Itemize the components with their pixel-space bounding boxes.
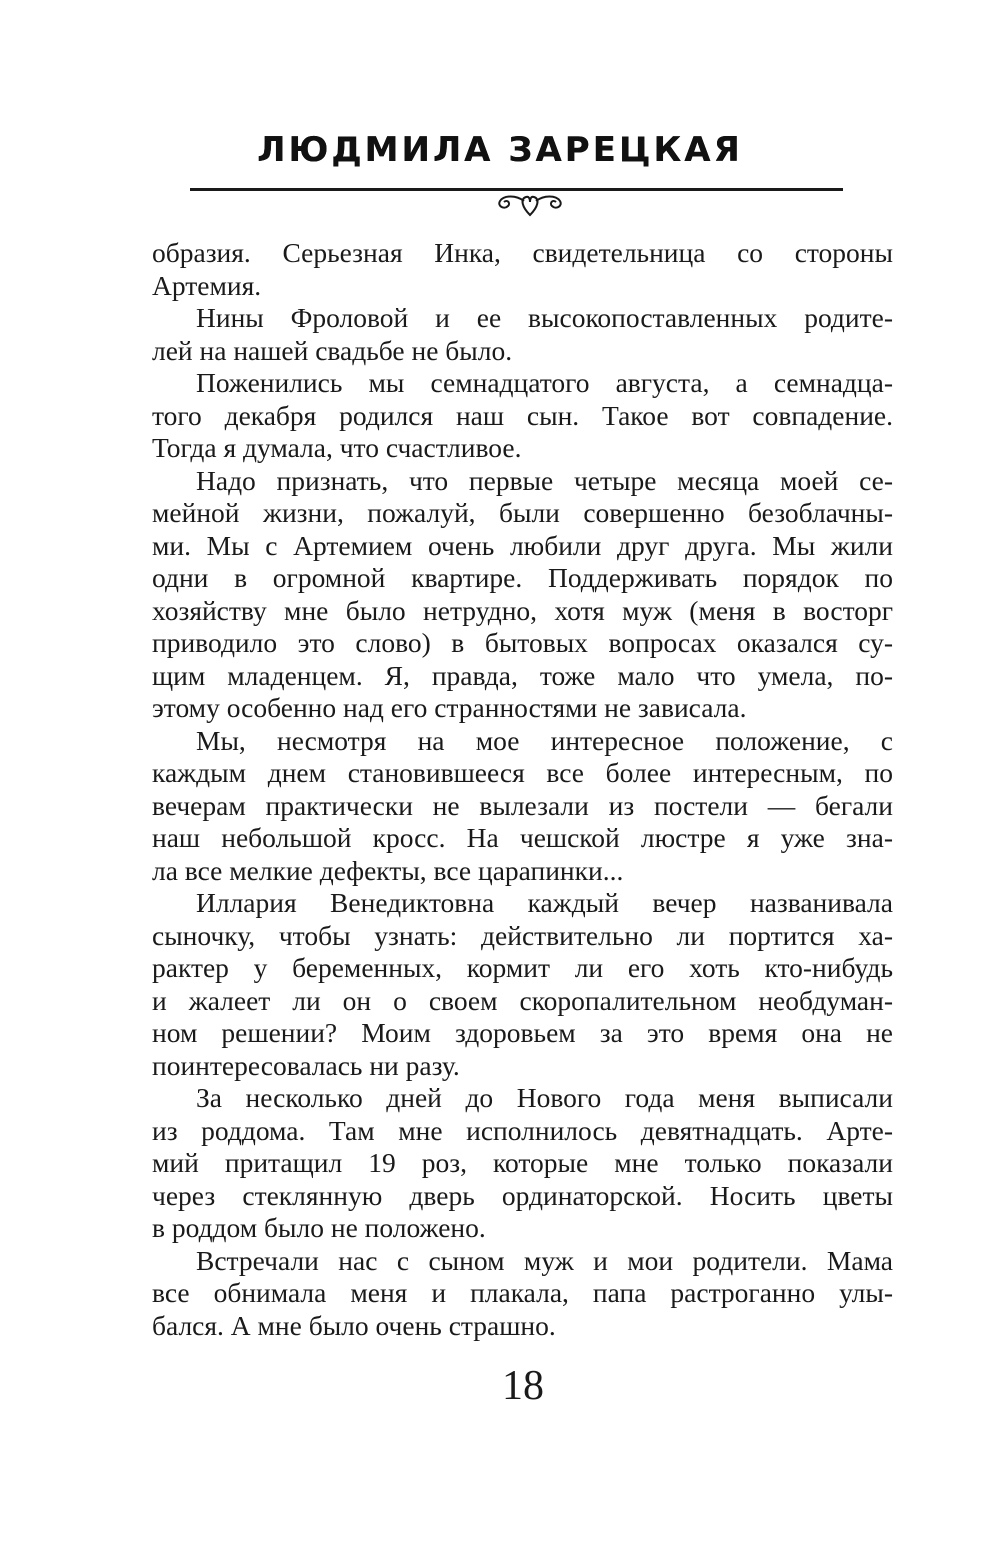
text-line: из роддома. Там мне исполнилось девятнадцать. Арте- — [152, 1114, 893, 1146]
text-line: Надо признать, что первые четыре месяца моей се- — [196, 464, 893, 496]
text-line: лей на нашей свадьбе не было. — [152, 334, 513, 366]
text-line: щим младенцем. Я, правда, тоже мало что умела, по- — [152, 659, 893, 691]
text-line: все обнимала меня и плакала, папа растроганно улы- — [152, 1277, 893, 1308]
text-line: Встречали нас с сыном муж и мои родители. Мама — [196, 1244, 893, 1276]
text-line: мий притащил 19 роз, которые мне только показали — [152, 1147, 893, 1178]
text-line: образия. Серьезная Инка, свидетельница со стороны — [152, 237, 893, 268]
text-line: Иллария Венедиктовна каждый вечер названивала — [196, 887, 893, 918]
flourish-ornament-icon — [492, 193, 568, 219]
text-line: мейной жизни, пожалуй, были совершенно безоблачны- — [152, 497, 893, 528]
text-line: в роддом было не положено. — [152, 1212, 486, 1243]
text-line: бался. А мне было очень страшно. — [152, 1309, 556, 1341]
text-line: того декабря родился наш сын. Такое вот совпадение. — [152, 399, 893, 431]
text-line: вечерам практически не вылезали из постели — бегали — [152, 789, 893, 821]
text-line: Мы, несмотря на мое интересное положение, с — [196, 724, 893, 756]
text-line: ном решении? Моим здоровьем за это время она не — [152, 1017, 893, 1048]
text-line: этому особенно над его странностями не зависала. — [152, 692, 747, 723]
text-line: одни в огромной квартире. Поддерживать порядок по — [152, 562, 893, 593]
text-line: сыночку, чтобы узнать: действительно ли портится ха- — [152, 919, 893, 951]
text-line: хозяйству мне было нетрудно, хотя муж (меня в восторг — [152, 594, 893, 626]
text-line: приводило это слово) в бытовых вопросах оказался су- — [152, 627, 893, 658]
text-line: Нины Фроловой и ее высокопоставленных родите- — [196, 302, 893, 333]
paragraph — [152, 237, 893, 302]
text-line: каждым днем становившееся все более интересным, по — [152, 757, 893, 788]
text-line: За несколько дней до Нового года меня выписали — [196, 1082, 893, 1113]
header-rule — [190, 188, 843, 191]
text-line: Поженились мы семнадцатого августа, а семнадца- — [196, 367, 893, 398]
paragraph — [152, 465, 893, 725]
paragraph — [152, 302, 893, 367]
paragraph — [152, 725, 893, 888]
page-number: 18 — [502, 1363, 544, 1409]
running-header-author: ЛЮДМИЛА ЗАРЕЦКАЯ — [257, 130, 743, 170]
text-line: наш небольшой кросс. На чешской люстре я уже зна- — [152, 822, 893, 853]
text-line: через стеклянную дверь ординаторской. Носить цветы — [152, 1179, 893, 1211]
text-line: Артемия. — [152, 269, 262, 301]
text-line: Тогда я думала, что счастливое. — [152, 432, 522, 463]
page-body-text — [152, 237, 893, 1342]
paragraph — [152, 887, 893, 1082]
text-line: поинтересовалась ни разу. — [152, 1049, 460, 1081]
paragraph — [152, 1082, 893, 1245]
text-line: рактер у беременных, кормит ли его хоть кто-нибудь — [152, 952, 893, 983]
paragraph — [152, 367, 893, 465]
text-line: ми. Мы с Артемием очень любили друг друга. Мы жили — [152, 529, 893, 561]
text-line: и жалеет ли он о своем скоропалительном необдуман- — [152, 984, 893, 1016]
text-line: ла все мелкие дефекты, все царапинки... — [152, 854, 624, 886]
paragraph — [152, 1245, 893, 1343]
